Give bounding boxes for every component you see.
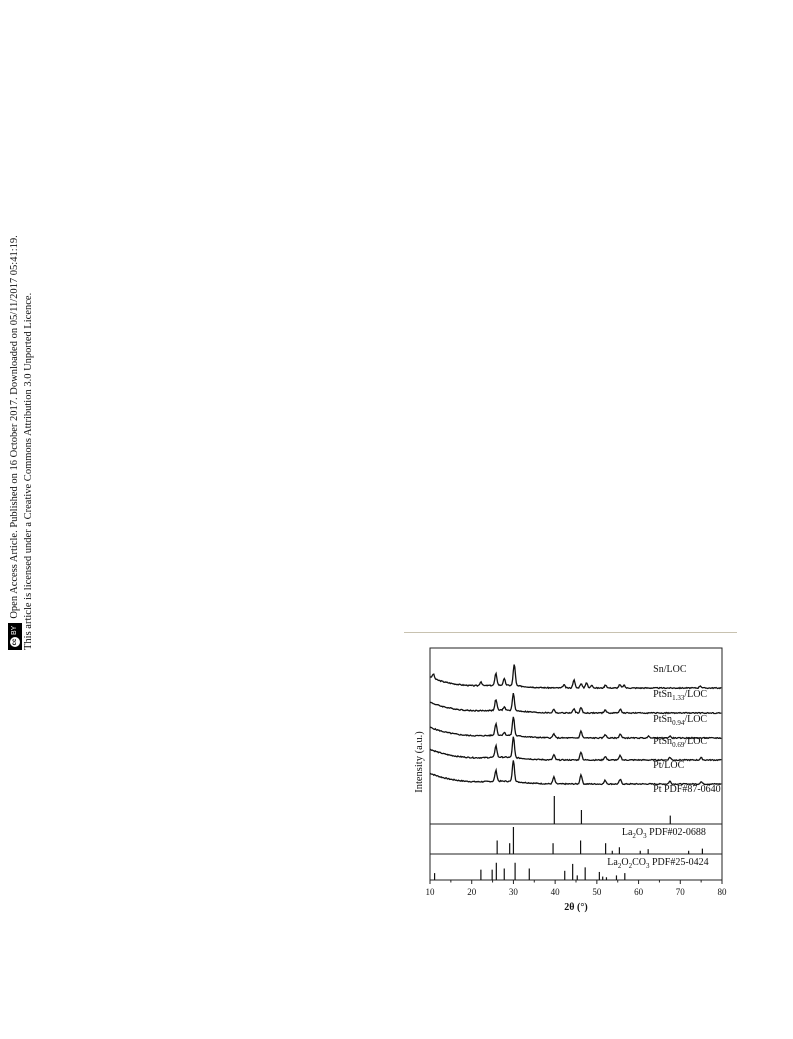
cc-circle: cc: [12, 638, 18, 646]
open-access-text: Open Access Article. Published on 16 October 2017. Downloaded on 05/11/2017 05:41:19.: [9, 235, 20, 619]
series-label: PtSn$_{1.33}$/LOC: [653, 689, 708, 702]
y-axis-label: Intensity (a.u.): [414, 731, 425, 793]
x-tick-label: 30: [508, 887, 518, 897]
license-notice-text: [8, 235, 36, 650]
reference-label: $La_2O_2CO_3$ PDF#25-0424: [607, 857, 709, 870]
x-tick-label: 10: [425, 887, 435, 897]
license-line-1: [8, 235, 22, 650]
cc-by-badge-icon[interactable]: [8, 623, 22, 650]
license-line-2[interactable]: This article is licensed under a Creative Commons Attribution 3.0 Unported Licence.: [23, 292, 34, 650]
xrd-chart: [404, 640, 744, 930]
reference-label: $La_2O_3$ PDF#02-0688: [621, 827, 706, 840]
xrd-figure: [404, 640, 744, 935]
series-label: PtSn$_{0.94}$/LOC: [653, 714, 708, 727]
x-axis-label: 2θ (°): [564, 902, 588, 913]
by-label: BY: [11, 625, 18, 635]
x-tick-label: 40: [550, 887, 560, 897]
x-tick-label: 60: [634, 887, 644, 897]
series-label: PtSn$_{0.69}$/LOC: [653, 736, 708, 749]
series-label: Pt/LOC: [653, 760, 685, 771]
x-tick-label: 80: [717, 887, 727, 897]
license-notice: [0, 0, 40, 680]
x-tick-label: 70: [675, 887, 685, 897]
reference-label: Pt PDF#87-0640: [653, 784, 721, 795]
section-divider: [404, 632, 737, 633]
x-tick-label: 50: [592, 887, 602, 897]
x-tick-label: 20: [467, 887, 477, 897]
series-label: Sn/LOC: [653, 664, 687, 675]
